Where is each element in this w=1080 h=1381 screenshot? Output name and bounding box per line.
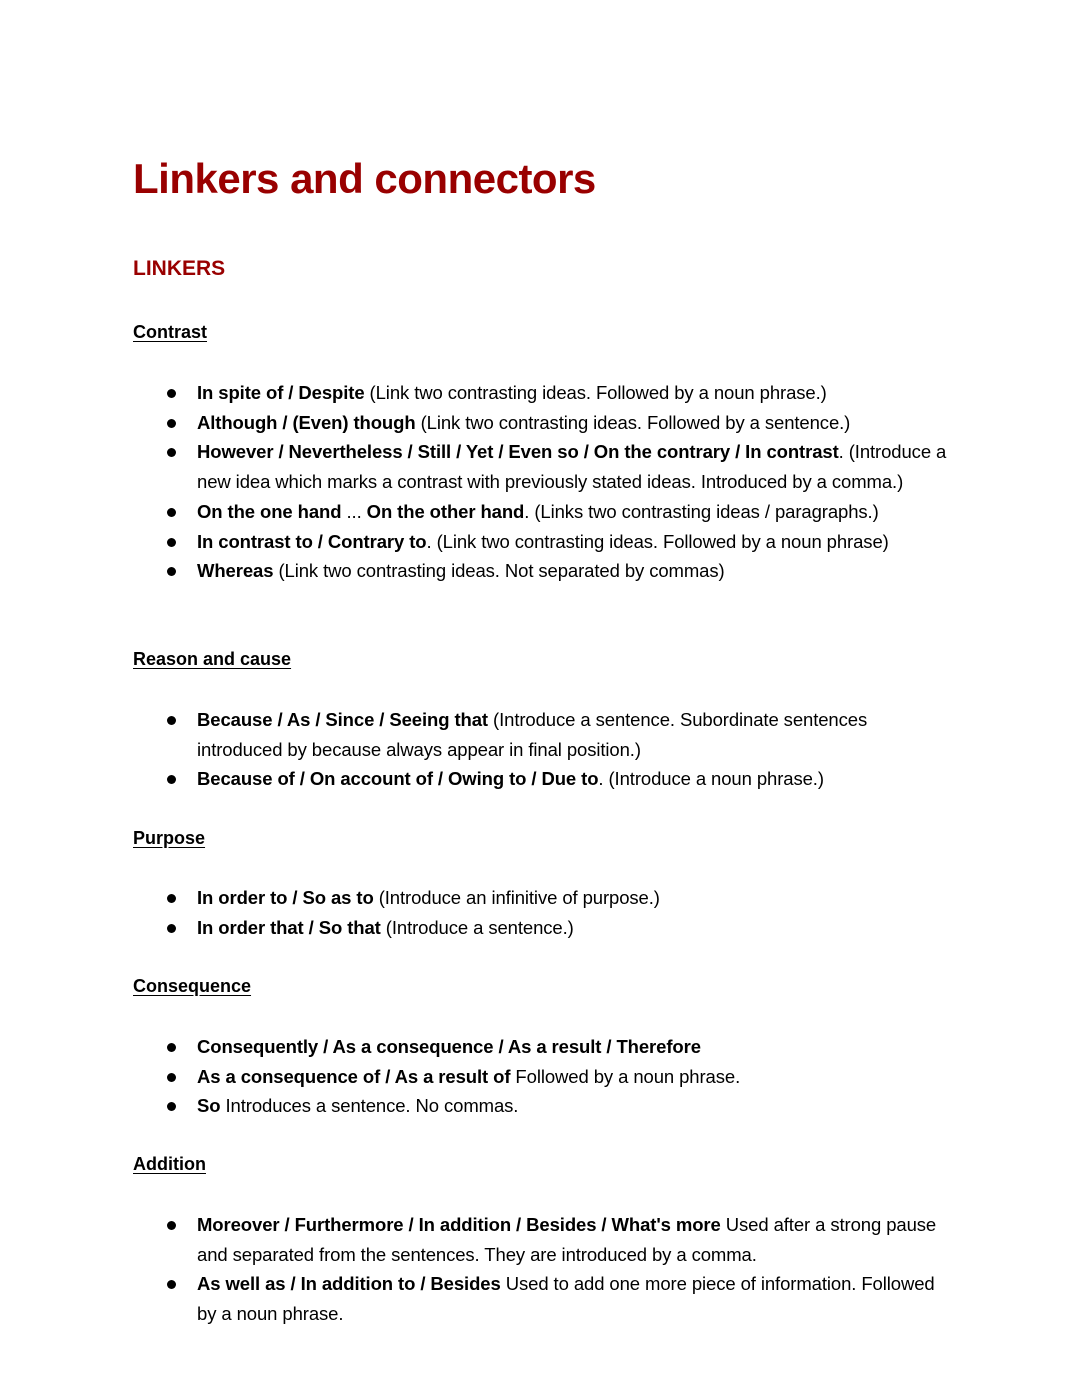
list-item: [133, 883, 953, 913]
linker-description: Used to add one more piece of information. Followed by a noun phrase.: [197, 1273, 935, 1325]
linker-description: (Link two contrasting ideas. Followed by a noun phrase.): [364, 382, 827, 403]
list-item: [133, 497, 953, 527]
subheading-purpose: Purpose: [133, 828, 206, 848]
bullet-icon: [167, 389, 176, 398]
bullet-icon: [167, 567, 176, 576]
linker-terms: Consequently / As a consequence / As a result / Therefore: [197, 1036, 701, 1057]
bullet-icon: [167, 894, 176, 903]
list-item: [133, 1032, 953, 1062]
linker-terms: Whereas: [197, 560, 274, 582]
linker-terms: Because / As / Since / Seeing that: [197, 709, 488, 730]
linker-description: . (Links two contrasting ideas / paragraphs.): [524, 500, 879, 522]
linker-separator: ...: [341, 500, 367, 522]
bullet-icon: [167, 775, 176, 784]
bullet-icon: [167, 716, 176, 725]
subheading-consequence: Consequence: [133, 976, 252, 996]
linker-description: . (Introduce a noun phrase.): [598, 768, 824, 790]
addition-list: [133, 1210, 953, 1329]
bullet-icon: [167, 419, 176, 428]
linker-terms: As well as / In addition to / Besides: [197, 1273, 501, 1295]
linker-description: (Link two contrasting ideas. Followed by a sentence.): [415, 411, 851, 433]
linker-terms: However / Nevertheless / Still / Yet / Even so / On the contrary / In contrast: [197, 441, 839, 463]
list-item: [133, 1269, 953, 1328]
linker-terms: In spite of / Despite: [197, 382, 365, 403]
linker-terms-2: On the other hand: [366, 500, 525, 522]
linker-description: (Introduce a sentence. Subordinate sentences introduced by because always appear in final position.): [197, 709, 868, 760]
bullet-icon: [167, 1221, 176, 1230]
list-item: [133, 913, 953, 943]
list-item: [133, 527, 953, 557]
bullet-icon: [167, 448, 176, 457]
linker-terms: In order that / So that: [197, 916, 381, 938]
bullet-icon: [167, 1102, 176, 1111]
linker-terms: In order to / So as to: [197, 887, 374, 908]
bullet-icon: [167, 1043, 176, 1052]
subheading-contrast: Contrast: [133, 322, 208, 342]
linker-description: . (Introduce a new idea which marks a contrast with previously stated ideas. Introduced by a comma.): [197, 441, 947, 493]
bullet-icon: [167, 1073, 176, 1082]
linker-terms: So: [197, 1095, 221, 1117]
reason-list: [133, 705, 953, 794]
consequence-list: [133, 1032, 953, 1121]
linker-description: . (Link two contrasting ideas. Followed by a noun phrase): [426, 530, 889, 552]
list-item: [133, 1062, 953, 1092]
bullet-icon: [167, 538, 176, 547]
list-item: [133, 1210, 953, 1269]
list-item: [133, 556, 953, 586]
linker-terms: On the one hand: [197, 500, 342, 522]
linker-description: Introduces a sentence. No commas.: [220, 1095, 519, 1117]
linker-terms: Although / (Even) though: [197, 411, 416, 433]
linker-terms: As a consequence of / As a result of: [197, 1065, 511, 1087]
contrast-list: [133, 378, 953, 586]
bullet-icon: [167, 1280, 176, 1289]
list-item: [133, 1091, 953, 1121]
list-item: [133, 437, 953, 496]
linker-terms: Because of / On account of / Owing to / Due to: [197, 768, 599, 790]
linker-terms: In contrast to / Contrary to: [197, 530, 427, 552]
subheading-addition: Addition: [133, 1154, 206, 1174]
list-item: [133, 378, 953, 408]
section-title-linkers: LINKERS: [133, 257, 226, 280]
list-item: [133, 705, 953, 764]
linker-description: Followed by a noun phrase.: [510, 1065, 741, 1087]
linker-description: Used after a strong pause and separated from the sentences. They are introduced by a comma.: [197, 1214, 937, 1265]
page-title: Linkers and connectors: [133, 155, 596, 202]
list-item: [133, 408, 953, 438]
linker-description: (Introduce an infinitive of purpose.): [373, 887, 660, 908]
subheading-reason-and-cause: Reason and cause: [133, 649, 292, 669]
linker-terms: Moreover / Furthermore / In addition / Besides / What's more: [197, 1214, 721, 1235]
bullet-icon: [167, 924, 176, 933]
linker-description: (Introduce a sentence.): [380, 916, 574, 938]
linker-description: (Link two contrasting ideas. Not separated by commas): [273, 560, 725, 582]
bullet-icon: [167, 508, 176, 517]
purpose-list: [133, 883, 953, 942]
list-item: [133, 764, 953, 794]
